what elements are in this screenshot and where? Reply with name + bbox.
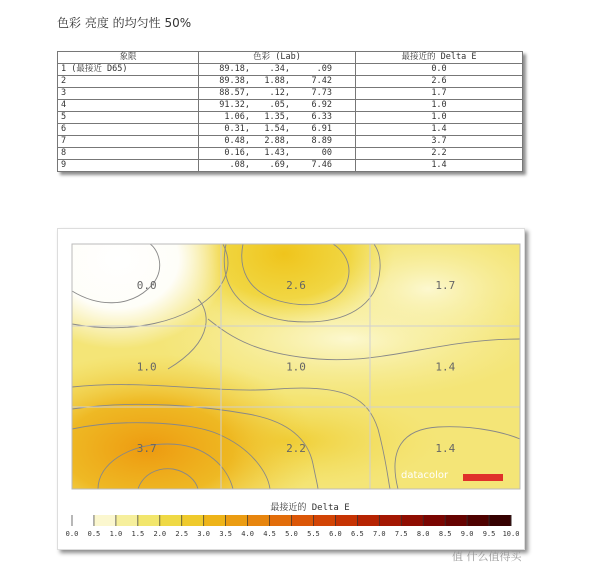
- lab-b-value: 6.92: [311, 100, 332, 110]
- table-row: [58, 76, 523, 88]
- lab-a-value: .34,: [269, 64, 290, 74]
- lab-a-value: 1.35,: [264, 112, 290, 122]
- delta-e-cell: 2.2: [356, 148, 523, 160]
- col-header-delta-e: 最接近的 Delta E: [356, 52, 523, 64]
- lab-l-value: 88.57,: [219, 88, 250, 98]
- table-header-row: [58, 52, 523, 64]
- lab-b-value: 00: [321, 148, 332, 158]
- scale-swatch: [357, 515, 379, 526]
- cell-value-label: 1.0: [136, 360, 157, 374]
- cell-value-label: 1.4: [435, 360, 456, 374]
- scale-swatch: [72, 515, 94, 526]
- table-row: [58, 124, 523, 136]
- uniformity-table: [57, 51, 523, 172]
- lab-a-value: 1.88,: [264, 76, 290, 86]
- lab-a-value: .69,: [269, 160, 290, 170]
- scale-swatch: [445, 515, 467, 526]
- lab-a-value: .05,: [269, 100, 290, 110]
- page-title: 色彩 亮度 的均匀性 50%: [57, 16, 192, 30]
- lab-cell: [199, 76, 356, 88]
- scale-tick-label: 10.0: [502, 530, 520, 538]
- scale-swatch: [94, 515, 116, 526]
- delta-e-cell: 3.7: [356, 136, 523, 148]
- lab-cell: [199, 136, 356, 148]
- scale-tick-label: 4.0: [241, 530, 254, 538]
- scale-tick-label: 7.0: [372, 530, 386, 538]
- lab-l-value: 91.32,: [219, 100, 250, 110]
- quadrant-cell: 8: [58, 148, 199, 160]
- delta-e-cell: 1.4: [356, 124, 523, 136]
- scale-swatch: [489, 515, 511, 526]
- scale-tick-label: 3.0: [197, 530, 211, 538]
- lab-cell: [199, 100, 356, 112]
- scale-swatch: [292, 515, 314, 526]
- lab-b-value: 7.46: [311, 160, 332, 170]
- scale-tick-label: 4.5: [263, 530, 276, 538]
- color-scale: [66, 515, 520, 538]
- lab-l-value: 0.16,: [224, 148, 250, 158]
- quadrant-cell: 6: [58, 124, 199, 136]
- lab-cell: [199, 64, 356, 76]
- uniformity-heatmap-svg: [58, 229, 524, 549]
- scale-tick-label: 0.5: [87, 530, 101, 538]
- cell-value-label: 0.0: [136, 278, 157, 292]
- quadrant-cell: 7: [58, 136, 199, 148]
- lab-a-value: .12,: [269, 88, 290, 98]
- cell-value-label: 3.7: [136, 442, 157, 456]
- quadrant-cell: 2: [58, 76, 199, 88]
- table-row: [58, 100, 523, 112]
- lab-b-value: 8.89: [311, 136, 332, 146]
- delta-e-cell: 1.0: [356, 112, 523, 124]
- lab-cell: [199, 160, 356, 172]
- table-row: [58, 148, 523, 160]
- scale-swatch: [467, 515, 489, 526]
- scale-tick-label: 5.5: [307, 530, 320, 538]
- lab-b-value: 6.33: [311, 112, 332, 122]
- quadrant-cell: 4: [58, 100, 199, 112]
- lab-cell: [199, 124, 356, 136]
- cell-value-label: 2.6: [286, 278, 306, 292]
- delta-e-cell: 1.0: [356, 100, 523, 112]
- lab-a-value: 1.43,: [264, 148, 290, 158]
- scale-tick-label: 2.5: [175, 530, 189, 538]
- lab-b-value: 7.73: [311, 88, 332, 98]
- scale-tick-label: 7.5: [394, 530, 408, 538]
- scale-swatch: [270, 515, 292, 526]
- quadrant-cell: 9: [58, 160, 199, 172]
- scale-swatch: [379, 515, 401, 526]
- lab-cell: [199, 148, 356, 160]
- lab-b-value: 6.91: [311, 124, 332, 134]
- scale-swatch: [204, 515, 226, 526]
- scale-tick-label: 3.5: [219, 530, 232, 538]
- scale-tick-label: 8.0: [416, 530, 430, 538]
- lab-l-value: 89.38,: [219, 76, 250, 86]
- lab-cell: [199, 88, 356, 100]
- cell-value-label: 1.7: [435, 278, 456, 292]
- lab-cell: [199, 112, 356, 124]
- table-row: [58, 64, 523, 76]
- legend-title: 最接近的 Delta E: [270, 503, 350, 513]
- uniformity-chart: [57, 228, 525, 550]
- delta-e-cell: 2.6: [356, 76, 523, 88]
- scale-tick-label: 2.0: [153, 530, 167, 538]
- scale-swatch: [313, 515, 335, 526]
- quadrant-cell: 5: [58, 112, 199, 124]
- scale-swatch: [335, 515, 357, 526]
- scale-swatch: [401, 515, 423, 526]
- lab-l-value: 89.18,: [219, 64, 250, 74]
- scale-tick-label: 1.5: [131, 530, 145, 538]
- scale-tick-label: 6.0: [329, 530, 342, 538]
- table-row: [58, 160, 523, 172]
- lab-l-value: 1.06,: [224, 112, 250, 122]
- scale-tick-label: 5.0: [285, 530, 298, 538]
- scale-swatch: [248, 515, 270, 526]
- scale-swatch: [226, 515, 248, 526]
- lab-a-value: 1.54,: [264, 124, 290, 134]
- scale-tick-label: 1.0: [109, 530, 123, 538]
- scale-tick-label: 9.5: [482, 530, 496, 538]
- quadrant-cell: 1 (最接近 D65): [58, 64, 199, 76]
- table-row: [58, 112, 523, 124]
- lab-l-value: .08,: [229, 160, 250, 170]
- scale-tick-label: 8.5: [438, 530, 452, 538]
- scale-swatch: [182, 515, 204, 526]
- col-header-quadrant: 象限: [58, 52, 199, 64]
- scale-tick-label: 6.5: [351, 530, 364, 538]
- lab-b-value: .09: [316, 64, 332, 74]
- cell-value-label: 1.0: [286, 360, 306, 374]
- table-row: [58, 136, 523, 148]
- delta-e-cell: 0.0: [356, 64, 523, 76]
- quadrant-cell: 3: [58, 88, 199, 100]
- delta-e-cell: 1.7: [356, 88, 523, 100]
- scale-swatch: [138, 515, 160, 526]
- scale-tick-label: 9.0: [460, 530, 474, 538]
- lab-b-value: 7.42: [311, 76, 332, 86]
- lab-a-value: 2.88,: [264, 136, 290, 146]
- cell-value-label: 2.2: [286, 442, 306, 456]
- site-watermark: 值 什么值得买: [452, 550, 522, 563]
- lab-l-value: 0.31,: [224, 124, 250, 134]
- datacolor-logo: datacolor: [401, 470, 449, 481]
- scale-swatch: [160, 515, 182, 526]
- scale-swatch: [116, 515, 138, 526]
- scale-swatch: [423, 515, 445, 526]
- delta-e-cell: 1.4: [356, 160, 523, 172]
- col-header-lab: 色彩 (Lab): [199, 52, 356, 64]
- table-row: [58, 88, 523, 100]
- scale-tick-label: 0.0: [65, 530, 79, 538]
- cell-value-label: 1.4: [435, 442, 456, 456]
- datacolor-logo-bar: [463, 474, 503, 481]
- lab-l-value: 0.48,: [224, 136, 250, 146]
